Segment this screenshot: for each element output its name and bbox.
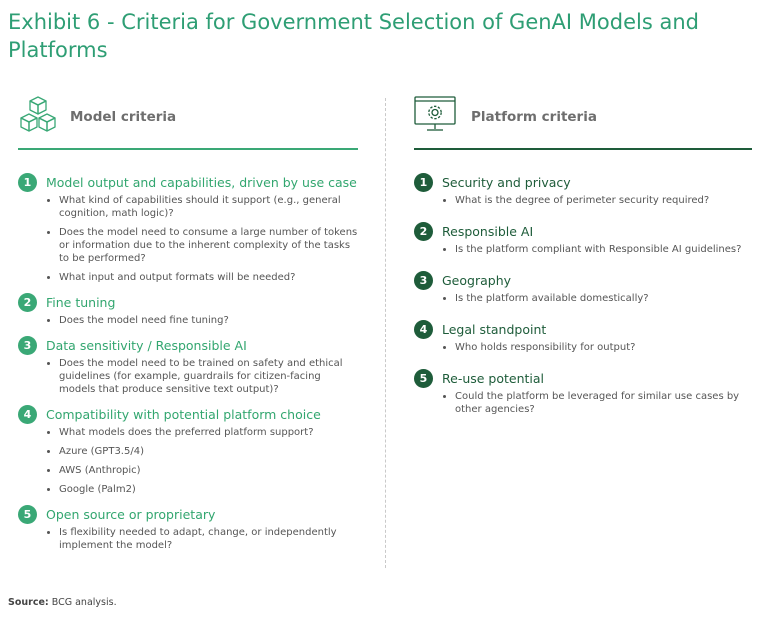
platform-criteria-item-2 — [414, 221, 752, 256]
platform-criteria-item-4 — [414, 319, 752, 354]
model-criteria-item-header — [18, 335, 358, 355]
model-criteria-item-4 — [18, 404, 358, 496]
source-label: Source: — [8, 597, 49, 608]
platform-criteria-rule — [414, 148, 752, 150]
bullet-point: Could the platform be leveraged for similar use cases by other agencies? — [443, 390, 752, 416]
bullet-point: What models does the preferred platform support? — [47, 426, 358, 439]
monitor-gear-icon — [414, 96, 456, 136]
bullet-point: What is the degree of perimeter security required? — [443, 194, 752, 207]
platform-criteria-item-title: Legal standpoint — [442, 321, 547, 337]
bullet-point: Is flexibility needed to adapt, change, or independently implement the model? — [47, 526, 358, 552]
number-badge: 3 — [414, 271, 433, 290]
platform-criteria-item-title: Responsible AI — [442, 223, 534, 239]
platform-criteria-item-5 — [414, 368, 752, 416]
model-criteria-item-title: Data sensitivity / Responsible AI — [46, 337, 247, 353]
model-criteria-item-header — [18, 172, 358, 192]
cubes-icon — [18, 96, 58, 138]
bullet-point: Does the model need to consume a large number of tokens or information due to the inherent complexity of the tasks to be performed? — [47, 226, 358, 265]
model-criteria-item-3 — [18, 335, 358, 396]
platform-criteria-item-title: Security and privacy — [442, 174, 571, 190]
platform-criteria-item-header — [414, 221, 752, 241]
platform-criteria-item-3 — [414, 270, 752, 305]
exhibit-title: Exhibit 6 - Criteria for Government Selection of GenAI Models and Platforms — [8, 10, 699, 62]
model-criteria-heading: Model criteria — [70, 109, 177, 125]
source-text: BCG analysis. — [51, 597, 117, 608]
model-criteria-item-bullets — [18, 357, 358, 396]
model-criteria-item-title: Fine tuning — [46, 294, 116, 310]
model-criteria-item-header — [18, 292, 358, 312]
platform-criteria-item-1 — [414, 172, 752, 207]
number-badge: 4 — [414, 320, 433, 339]
bullet-point: What input and output formats will be needed? — [47, 271, 358, 284]
model-criteria-item-bullets — [18, 526, 358, 552]
model-criteria-header — [18, 96, 358, 148]
model-criteria-item-5 — [18, 504, 358, 552]
platform-criteria-item-bullets — [414, 194, 752, 207]
platform-criteria-heading: Platform criteria — [471, 109, 597, 125]
platform-criteria-item-bullets — [414, 341, 752, 354]
number-badge: 3 — [18, 336, 37, 355]
model-criteria-item-title: Compatibility with potential platform choice — [46, 406, 321, 422]
bullet-point: Does the model need fine tuning? — [47, 314, 358, 327]
platform-criteria-item-header — [414, 368, 752, 388]
source-note — [8, 597, 117, 608]
platform-criteria-item-bullets — [414, 243, 752, 256]
platform-criteria-item-header — [414, 172, 752, 192]
number-badge: 1 — [414, 173, 433, 192]
platform-criteria-list — [414, 172, 752, 416]
bullet-point: What kind of capabilities should it support (e.g., general cognition, math logic)? — [47, 194, 358, 220]
platform-criteria-item-header — [414, 270, 752, 290]
platform-criteria-column — [414, 96, 752, 430]
platform-criteria-item-bullets — [414, 292, 752, 305]
model-criteria-item-title: Model output and capabilities, driven by use case — [46, 174, 357, 190]
bullet-point: Is the platform available domestically? — [443, 292, 752, 305]
platform-criteria-item-title: Geography — [442, 272, 512, 288]
number-badge: 2 — [414, 222, 433, 241]
number-badge: 1 — [18, 173, 37, 192]
platform-criteria-item-title: Re-use potential — [442, 370, 545, 386]
model-criteria-item-bullets — [18, 426, 358, 496]
number-badge: 5 — [414, 369, 433, 388]
model-criteria-item-1 — [18, 172, 358, 284]
model-criteria-item-header — [18, 404, 358, 424]
bullet-point: Google (Palm2) — [47, 483, 358, 496]
model-criteria-list — [18, 172, 358, 552]
model-criteria-rule — [18, 148, 358, 150]
model-criteria-column — [18, 96, 358, 560]
bullet-point: Is the platform compliant with Responsible AI guidelines? — [443, 243, 752, 256]
model-criteria-item-bullets — [18, 194, 358, 284]
model-criteria-item-header — [18, 504, 358, 524]
column-divider — [385, 98, 386, 568]
bullet-point: Azure (GPT3.5/4) — [47, 445, 358, 458]
bullet-point: Does the model need to be trained on safety and ethical guidelines (for example, guardrails for citizen-facing models that produce sensitive text output)? — [47, 357, 358, 396]
platform-criteria-item-header — [414, 319, 752, 339]
model-criteria-item-bullets — [18, 314, 358, 327]
bullet-point: AWS (Anthropic) — [47, 464, 358, 477]
number-badge: 2 — [18, 293, 37, 312]
platform-criteria-item-bullets — [414, 390, 752, 416]
number-badge: 5 — [18, 505, 37, 524]
bullet-point: Who holds responsibility for output? — [443, 341, 752, 354]
platform-criteria-header — [414, 96, 752, 148]
model-criteria-item-title: Open source or proprietary — [46, 506, 216, 522]
number-badge: 4 — [18, 405, 37, 424]
model-criteria-item-2 — [18, 292, 358, 327]
